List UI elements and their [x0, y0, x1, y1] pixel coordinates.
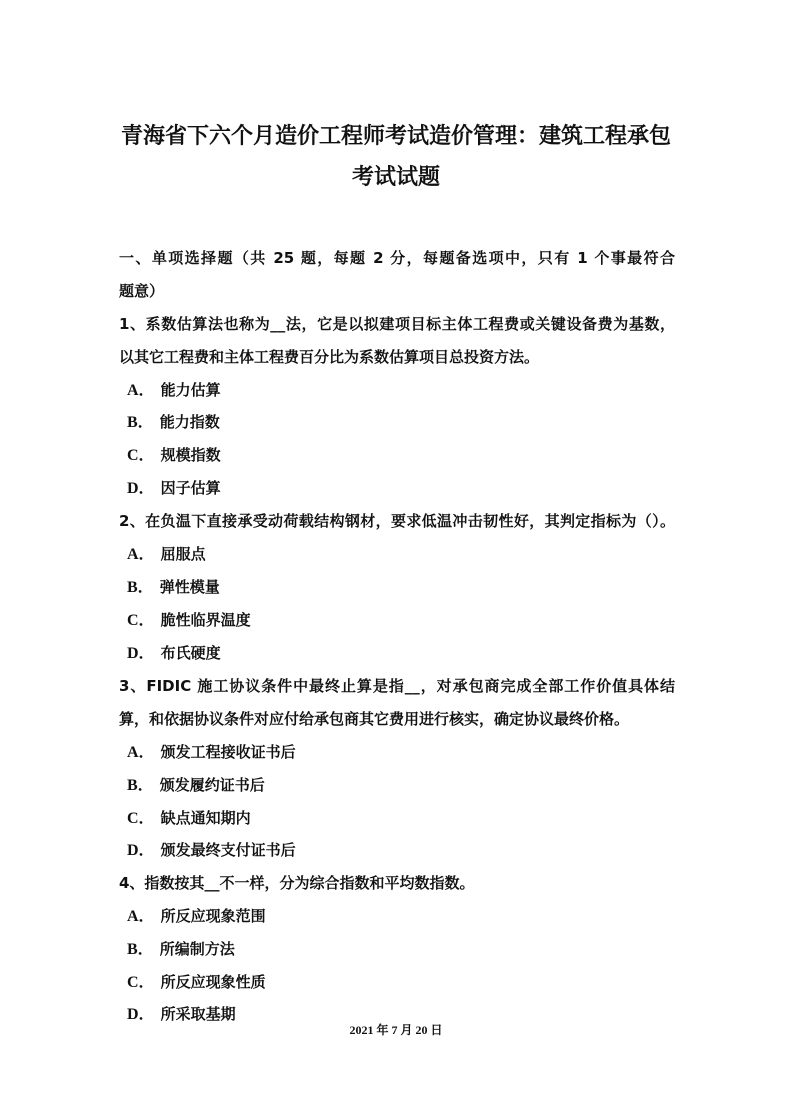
option-text: 脆性临界温度 [160, 611, 251, 629]
question-4-text: 4、指数按其__不一样，分为综合指数和平均数指数。 [119, 874, 475, 892]
question-4-option-a [127, 906, 683, 927]
option-letter: C． [127, 612, 155, 629]
option-letter: C． [127, 974, 155, 991]
option-text: 因子估算 [160, 479, 221, 497]
option-text: 缺点通知期内 [160, 809, 251, 827]
question-2-option-b [127, 577, 683, 598]
question-3-text-cont: 算，和依据协议条件对应付给承包商其它费用进行核实，确定协议最终价格。 [119, 710, 630, 728]
question-2-option-c [127, 610, 683, 631]
question-1-option-a [127, 380, 683, 401]
option-text: 规模指数 [160, 446, 221, 464]
option-text: 颁发最终支付证书后 [160, 841, 296, 859]
option-letter: B． [127, 414, 154, 431]
option-text: 弹性模量 [159, 578, 220, 596]
option-letter: A． [127, 382, 155, 399]
question-4-option-c [127, 972, 683, 993]
option-text: 屈服点 [160, 545, 206, 563]
option-text: 颁发工程接收证书后 [160, 743, 296, 761]
question-1-text-cont: 以其它工程费和主体工程费百分比为系数估算项目总投资方法。 [119, 348, 540, 366]
option-text: 所反应现象性质 [160, 973, 266, 991]
question-3-option-a [127, 742, 683, 763]
option-letter: B． [127, 941, 154, 958]
section-heading-cont: 题意） [119, 282, 165, 300]
footer-date: 2021 年 7 月 20 日 [349, 1023, 443, 1037]
option-letter: B． [127, 777, 154, 794]
option-letter: C． [127, 810, 155, 827]
option-letter: D． [127, 842, 155, 859]
section-heading: 一、单项选择题（共 25 题，每题 2 分，每题备选项中，只有 1 个事最符合 [119, 249, 675, 267]
option-letter: A． [127, 546, 155, 563]
option-text: 所反应现象范围 [160, 907, 266, 925]
question-4-option-b [127, 939, 683, 960]
option-text: 能力估算 [160, 381, 221, 399]
option-letter: D． [127, 1006, 155, 1023]
document-title-line2: 考试试题 [351, 165, 440, 190]
option-text: 能力指数 [159, 413, 220, 431]
option-text: 颁发履约证书后 [159, 776, 265, 794]
option-text: 所编制方法 [159, 940, 235, 958]
option-text: 所采取基期 [160, 1005, 236, 1023]
question-3-text: 3、FIDIC 施工协议条件中最终止算是指__，对承包商完成全部工作价值具体结 [119, 677, 675, 695]
question-2-option-a [127, 544, 683, 565]
option-text: 布氏硬度 [160, 644, 221, 662]
question-3-option-c [127, 808, 683, 829]
option-letter: A． [127, 908, 155, 925]
question-2-option-d [127, 643, 683, 664]
question-2-text: 2、在负温下直接承受动荷载结构钢材，要求低温冲击韧性好，其判定指标为（）。 [119, 512, 675, 530]
question-3-option-b [127, 775, 683, 796]
question-1-option-c [127, 445, 683, 466]
option-letter: C． [127, 447, 155, 464]
question-1-option-b [127, 412, 683, 433]
question-1-text: 1、系数估算法也称为__法，它是以拟建项目标主体工程费或关键设备费为基数， [119, 315, 675, 333]
option-letter: B． [127, 579, 154, 596]
option-letter: A． [127, 744, 155, 761]
option-letter: D． [127, 645, 155, 662]
question-1-option-d [127, 478, 683, 499]
question-3-option-d [127, 840, 683, 861]
option-letter: D． [127, 480, 155, 497]
document-title-line1: 青海省下六个月造价工程师考试造价管理：建筑工程承包 [120, 124, 671, 149]
